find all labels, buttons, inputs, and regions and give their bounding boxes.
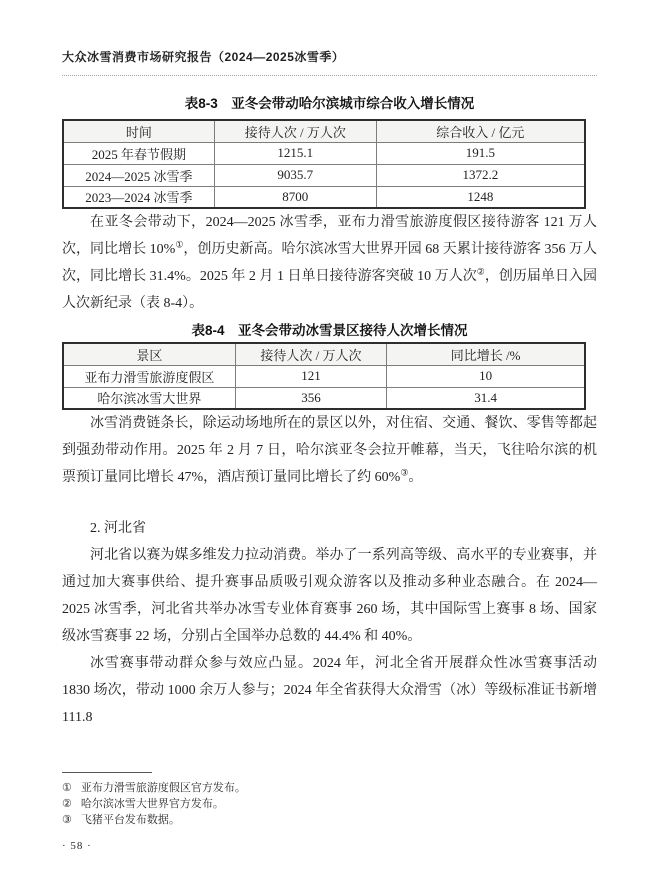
- table-8-3: [62, 119, 586, 209]
- column-header-yoy-growth: 同比增长 /%: [387, 343, 585, 365]
- table-cell: 1215.1: [214, 142, 376, 164]
- table-cell: 1248: [376, 186, 585, 208]
- footnote-marker: ①: [62, 782, 72, 794]
- report-title: 大众冰雪消费市场研究报告（2024—2025冰雪季）: [62, 50, 345, 64]
- table-cell: 哈尔滨冰雪大世界: [63, 387, 235, 409]
- footnote-1: [62, 780, 597, 796]
- footnote-2: [62, 796, 597, 812]
- table-cell: 2023—2024 冰雪季: [63, 186, 214, 208]
- column-header-income: 综合收入 / 亿元: [376, 120, 585, 142]
- paragraph-consumption-chain: [62, 410, 597, 491]
- table-cell: 8700: [214, 186, 376, 208]
- paragraph-asian-games-effect: [62, 209, 597, 317]
- paragraph-mass-participation: 冰雪赛事带动群众参与效应凸显。2024 年，河北全省开展群众性冰雪赛事活动 1830 场次，带动 1000 余万人参与；2024 年全省获得大众滑雪（冰）等级标准证书新增 111.8: [62, 656, 597, 725]
- column-header-visitors: 接待人次 / 万人次: [214, 120, 376, 142]
- table-8-3-title: 表8-3 亚冬会带动哈尔滨城市综合收入增长情况: [184, 96, 475, 111]
- table-8-3-header-row: [63, 120, 585, 142]
- table-cell: 356: [235, 387, 386, 409]
- paragraph-text: ，创历史新高。哈尔滨冰雪大世界开园 68 天累计接待游客 356 万人次，同比增长 31.4%。2025 年 2 月 1 日单日接待游客突破 10 万人次: [62, 242, 597, 284]
- table-cell: 9035.7: [214, 164, 376, 186]
- section-heading-hebei: 2. 河北省: [90, 521, 146, 536]
- table-row: [63, 365, 585, 387]
- table-row: [63, 142, 585, 164]
- column-header-time: 时间: [63, 120, 214, 142]
- paragraph-text: 冰雪消费链条长，除运动场地所在的景区以外，对住宿、交通、餐饮、零售等都起到强劲带动作用。2025 年 2 月 7 日，哈尔滨亚冬会拉开帷幕，当天，飞往哈尔滨的机票预订量同比增长 47%，酒店预订量同比增长了约 60%: [62, 416, 597, 485]
- page-number: · 58 ·: [62, 840, 92, 852]
- table-8-4: [62, 342, 586, 410]
- footnote-marker: ②: [62, 798, 72, 810]
- table-row: [63, 186, 585, 208]
- footnote-text: 飞猪平台发布数据。: [80, 814, 180, 826]
- table-cell: 1372.2: [376, 164, 585, 186]
- footnote-text: 哈尔滨冰雪大世界官方发布。: [80, 798, 224, 810]
- table-row: [63, 387, 585, 409]
- column-header-visitors: 接待人次 / 万人次: [235, 343, 386, 365]
- footnote-3: [62, 812, 597, 828]
- running-header: [62, 50, 597, 65]
- paragraph-text: 。: [408, 470, 423, 485]
- table-cell: 31.4: [387, 387, 585, 409]
- paragraph-text: 在亚冬会带动下，2024—2025 冰雪季，亚布力滑雪旅游度假区接待游客 121 万人次，同比增长 10%: [62, 215, 597, 257]
- paragraph-text: ，创历届单日入园人次新纪录（表 8-4）。: [62, 269, 597, 311]
- footnote-separator: [62, 772, 152, 773]
- paragraph-hebei-events: 河北省以赛为媒多维发力拉动消费。举办了一系列高等级、高水平的专业赛事，并通过加大赛事供给、提升赛事品质吸引观众游客以及推动多种业态融合。在 2024—2025 冰雪季，河北省共举办冰雪专业体育赛事 260 场，其中国际雪上赛事 8 场、国家级冰雪赛事 22 场，分别占全国举办总数的 44.4% 和 40%。: [62, 548, 597, 644]
- page-footer: [62, 772, 597, 852]
- footnote-ref-2: ②: [476, 266, 485, 277]
- table-cell: 2025 年春节假期: [63, 142, 214, 164]
- table-cell: 10: [387, 365, 585, 387]
- table-cell: 亚布力滑雪旅游度假区: [63, 365, 235, 387]
- footnote-text: 亚布力滑雪旅游度假区官方发布。: [80, 782, 246, 794]
- footnote-ref-3: ③: [400, 467, 409, 478]
- table-cell: 121: [235, 365, 386, 387]
- footnote-ref-1: ①: [175, 239, 184, 250]
- footnote-marker: ③: [62, 814, 72, 826]
- table-row: [63, 164, 585, 186]
- table-cell: 2024—2025 冰雪季: [63, 164, 214, 186]
- header-divider: [62, 65, 597, 76]
- column-header-scenic-area: 景区: [63, 343, 235, 365]
- table-cell: 191.5: [376, 142, 585, 164]
- table-8-4-header-row: [63, 343, 585, 365]
- table-8-4-title: 表8-4 亚冬会带动冰雪景区接待人次增长情况: [191, 323, 468, 338]
